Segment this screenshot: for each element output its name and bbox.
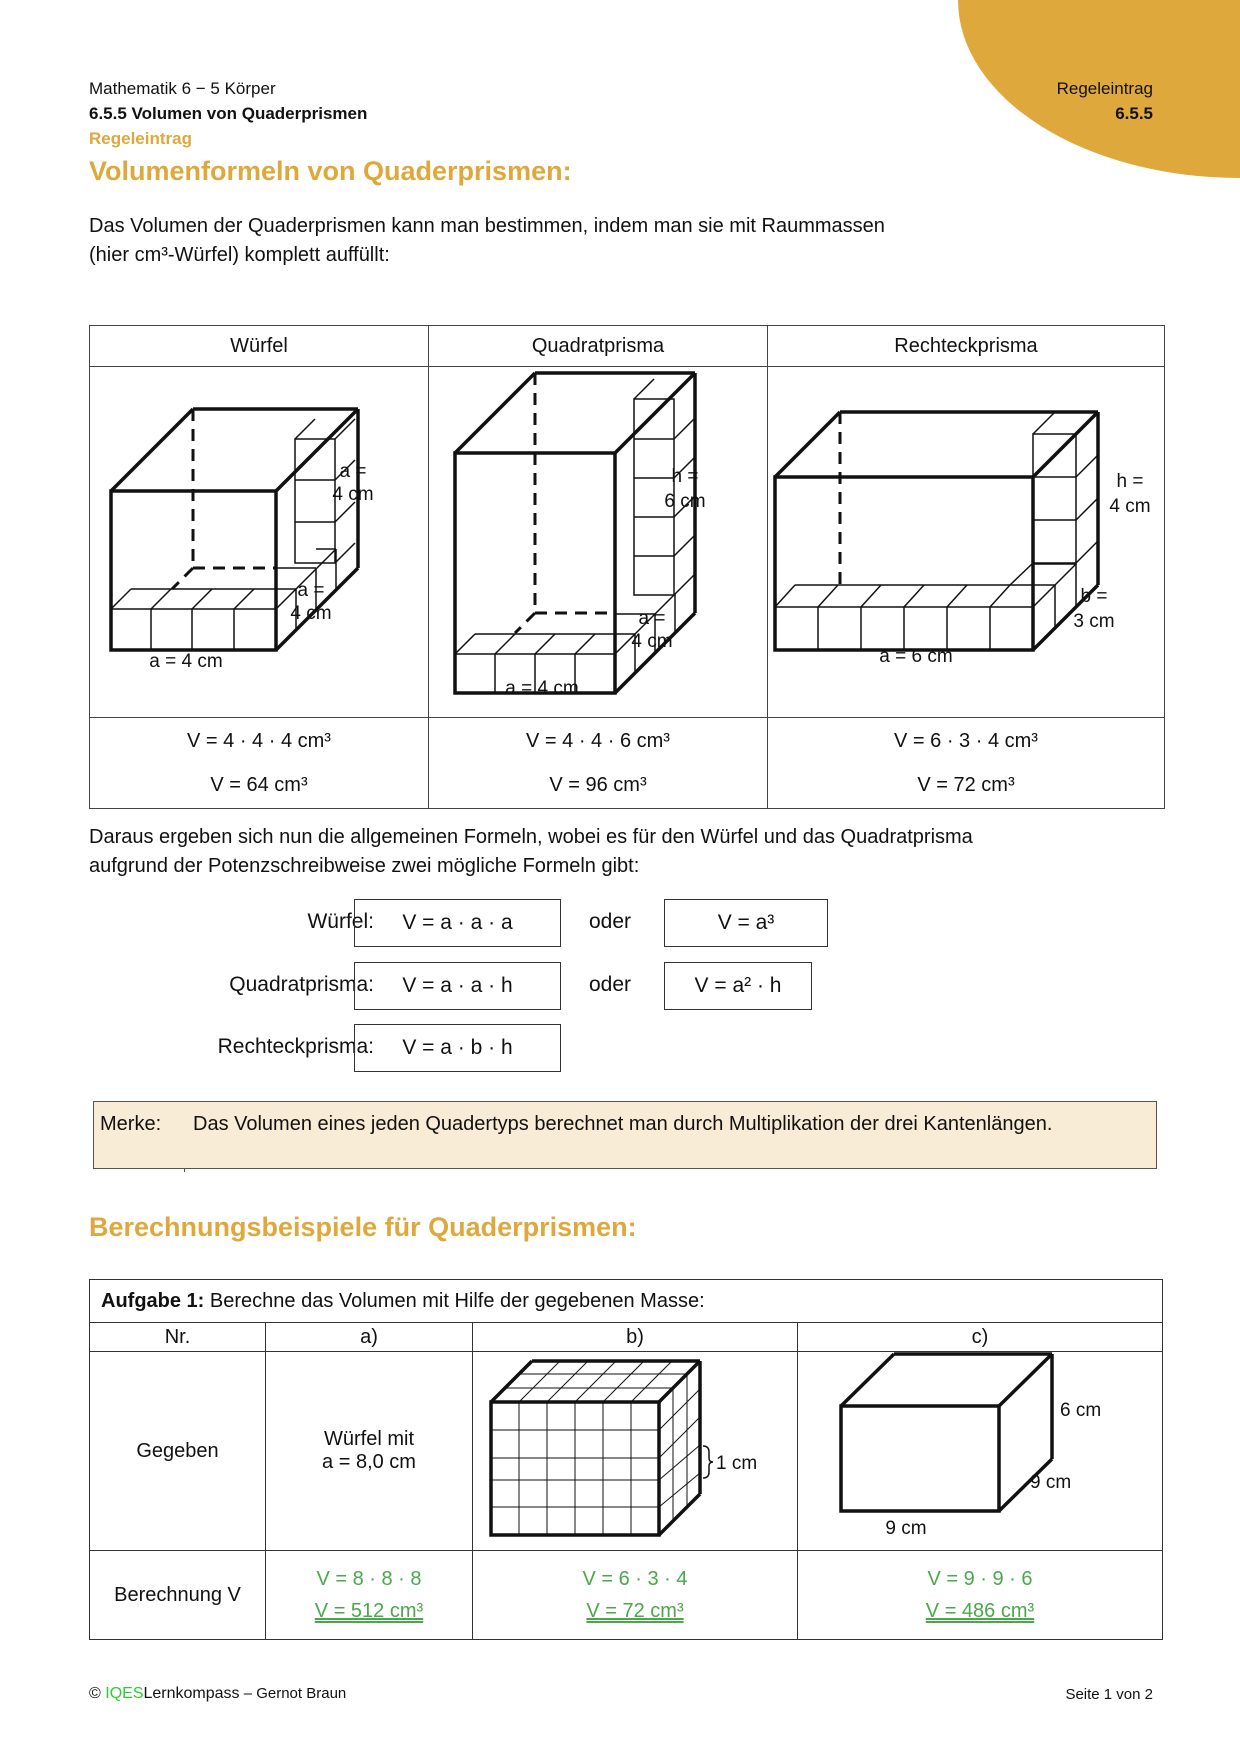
calc-a-step: V = 8 · 8 · 8 xyxy=(316,1568,422,1590)
header-rectangular-prism: Rechteckprisma xyxy=(768,326,1165,367)
cuboid-outline xyxy=(841,1354,1052,1511)
cuboid-width-label: 9 cm xyxy=(885,1518,927,1539)
rect-prism-width-label: a = 6 cm xyxy=(879,646,953,667)
square-prism-depth-label-1: a = xyxy=(638,608,666,629)
formula-row-cube xyxy=(89,899,989,947)
task-number: Aufgabe 1: xyxy=(101,1289,205,1312)
cube-height-label-1: a = xyxy=(339,461,367,482)
section-title: 6.5.5 Volumen von Quaderprismen xyxy=(89,104,368,123)
calc-b xyxy=(473,1551,798,1640)
col-header-c: c) xyxy=(798,1323,1163,1352)
cuboid-height-label: 6 cm xyxy=(1060,1400,1102,1421)
rect-prism-depth-label-1: b = xyxy=(1080,586,1108,607)
calc-c-step: V = 9 · 9 · 6 xyxy=(927,1568,1033,1590)
unit-cubes xyxy=(775,412,1098,650)
heading-volume-formulas: Volumenformeln von Quaderprismen: xyxy=(89,156,572,186)
exercise-table xyxy=(89,1279,1163,1640)
result-square-prism xyxy=(429,718,768,809)
formula-box: V = a · a · h xyxy=(354,962,561,1010)
task-instruction xyxy=(90,1280,1163,1323)
rectangular-prism-figure xyxy=(768,367,1164,717)
rect-prism-height-label-2: 4 cm xyxy=(1109,496,1151,517)
cuboid-depth-label: 9 cm xyxy=(1030,1472,1072,1493)
merke-text: Das Volumen eines jeden Quadertyps berechnet man durch Multiplikation der drei Kantenlängen. xyxy=(193,1113,1053,1135)
formula-label: Quadratprisma: xyxy=(229,973,374,996)
cube-height-label-2: 4 cm xyxy=(332,484,374,505)
corner-number: 6.5.5 xyxy=(1115,104,1153,123)
col-header-b: b) xyxy=(473,1323,798,1352)
figure-rectangular-prism-cell xyxy=(768,367,1165,718)
square-prism-figure xyxy=(429,367,767,717)
derive-paragraph xyxy=(89,823,1159,881)
formula-box: V = a · b · h xyxy=(354,1024,561,1072)
calc-a-result: V = 512 cm³ xyxy=(314,1600,424,1622)
calc-c-result: V = 486 cm³ xyxy=(925,1600,1035,1622)
formula-row-rectangular-prism xyxy=(89,1024,989,1072)
rect-prism-height-label-1: h = xyxy=(1116,471,1144,492)
cuboid-figure xyxy=(798,1352,1124,1550)
author: – Gernot Braun xyxy=(239,1685,347,1702)
grid-prism-figure xyxy=(473,1352,797,1550)
square-prism-height-label-1: h = xyxy=(671,466,699,487)
brand-lernkompass: Lernkompass xyxy=(143,1685,240,1702)
subject-line: Mathematik 6 − 5 Körper xyxy=(89,79,276,98)
prism-comparison-table xyxy=(89,325,1165,809)
square-prism-depth-label-2: 4 cm xyxy=(631,631,673,652)
calc-b-step: V = 6 · 3 · 4 xyxy=(582,1568,688,1590)
result-cube xyxy=(90,718,429,809)
figure-cube-cell xyxy=(90,367,429,718)
cube-depth-label-1: a = xyxy=(297,580,325,601)
unit-label: 1 cm xyxy=(716,1453,758,1474)
rect-prism-result: V = 72 cm³ xyxy=(917,774,1015,796)
square-prism-result: V = 96 cm³ xyxy=(549,774,647,796)
corner-label xyxy=(1057,76,1153,126)
derive-line-2: aufgrund der Potenzschreibweise zwei mögliche Formeln gibt: xyxy=(89,855,640,877)
rect-prism-formula: V = 6 · 3 · 4 cm³ xyxy=(894,730,1038,752)
oder-text: oder xyxy=(589,910,632,933)
merke-label: Merke: xyxy=(100,1113,162,1135)
formula-label: Würfel: xyxy=(307,910,374,933)
figure-square-prism-cell xyxy=(429,367,768,718)
document-header xyxy=(89,76,367,151)
cube-width-label: a = 4 cm xyxy=(149,651,223,672)
cube-figure xyxy=(90,367,428,717)
given-b xyxy=(473,1352,798,1551)
intro-line-1: Das Volumen der Quaderprismen kann man bestimmen, indem man sie mit Raummassen xyxy=(89,215,885,237)
calc-c xyxy=(798,1551,1163,1640)
square-prism-formula: V = 4 · 4 · 6 cm³ xyxy=(526,730,670,752)
square-prism-height-label-2: 6 cm xyxy=(664,491,706,512)
row-label-given: Gegeben xyxy=(90,1352,266,1551)
given-a-line-1: Würfel mit xyxy=(324,1428,414,1450)
header-cube: Würfel xyxy=(90,326,429,367)
footer-credit xyxy=(89,1685,346,1703)
brand-iqes: IQES xyxy=(105,1685,144,1702)
task-text: Berechne das Volumen mit Hilfe der gegebenen Masse: xyxy=(204,1289,705,1312)
col-header-a: a) xyxy=(266,1323,473,1352)
intro-paragraph xyxy=(89,212,1159,270)
row-label-calculation: Berechnung V xyxy=(90,1551,266,1640)
formula-row-square-prism xyxy=(89,962,989,1010)
corner-type: Regeleintrag xyxy=(1056,79,1153,98)
formula-alt-box: V = a³ xyxy=(664,899,828,947)
header-square-prism: Quadratprisma xyxy=(429,326,768,367)
merke-note-box xyxy=(93,1101,1157,1169)
cube-formula: V = 4 · 4 · 4 cm³ xyxy=(187,730,331,752)
hidden-edges xyxy=(515,373,615,633)
rect-prism-depth-label-2: 3 cm xyxy=(1073,611,1115,632)
cube-depth-label-2: 4 cm xyxy=(290,603,332,624)
given-a-line-2: a = 8,0 cm xyxy=(322,1451,416,1473)
calc-b-result: V = 72 cm³ xyxy=(586,1600,684,1622)
heading-calculation-examples: Berechnungsbeispiele für Quaderprismen: xyxy=(89,1212,637,1242)
square-prism-width-label: a = 4 cm xyxy=(505,678,579,699)
derive-line-1: Daraus ergeben sich nun die allgemeinen Formeln, wobei es für den Würfel und das Quadratprisma xyxy=(89,826,973,848)
col-header-nr: Nr. xyxy=(90,1323,266,1352)
intro-line-2: (hier cm³-Würfel) komplett auffüllt: xyxy=(89,244,390,266)
given-c xyxy=(798,1352,1163,1551)
formula-alt-box: V = a² · h xyxy=(664,962,812,1010)
formula-box: V = a · a · a xyxy=(354,899,561,947)
document-type: Regeleintrag xyxy=(89,129,192,148)
result-rectangular-prism xyxy=(768,718,1165,809)
page-number: Seite 1 von 2 xyxy=(1065,1686,1153,1703)
calc-a xyxy=(266,1551,473,1640)
copyright-icon: © xyxy=(89,1685,101,1702)
grid-lines xyxy=(491,1361,700,1535)
merke-divider xyxy=(184,1168,185,1172)
formula-label: Rechteckprisma: xyxy=(217,1035,374,1058)
cube-result: V = 64 cm³ xyxy=(210,774,308,796)
given-a xyxy=(266,1352,473,1551)
oder-text: oder xyxy=(589,973,632,996)
brace-icon xyxy=(703,1446,713,1478)
prism-outline xyxy=(775,412,1098,650)
hidden-edges xyxy=(172,409,276,589)
